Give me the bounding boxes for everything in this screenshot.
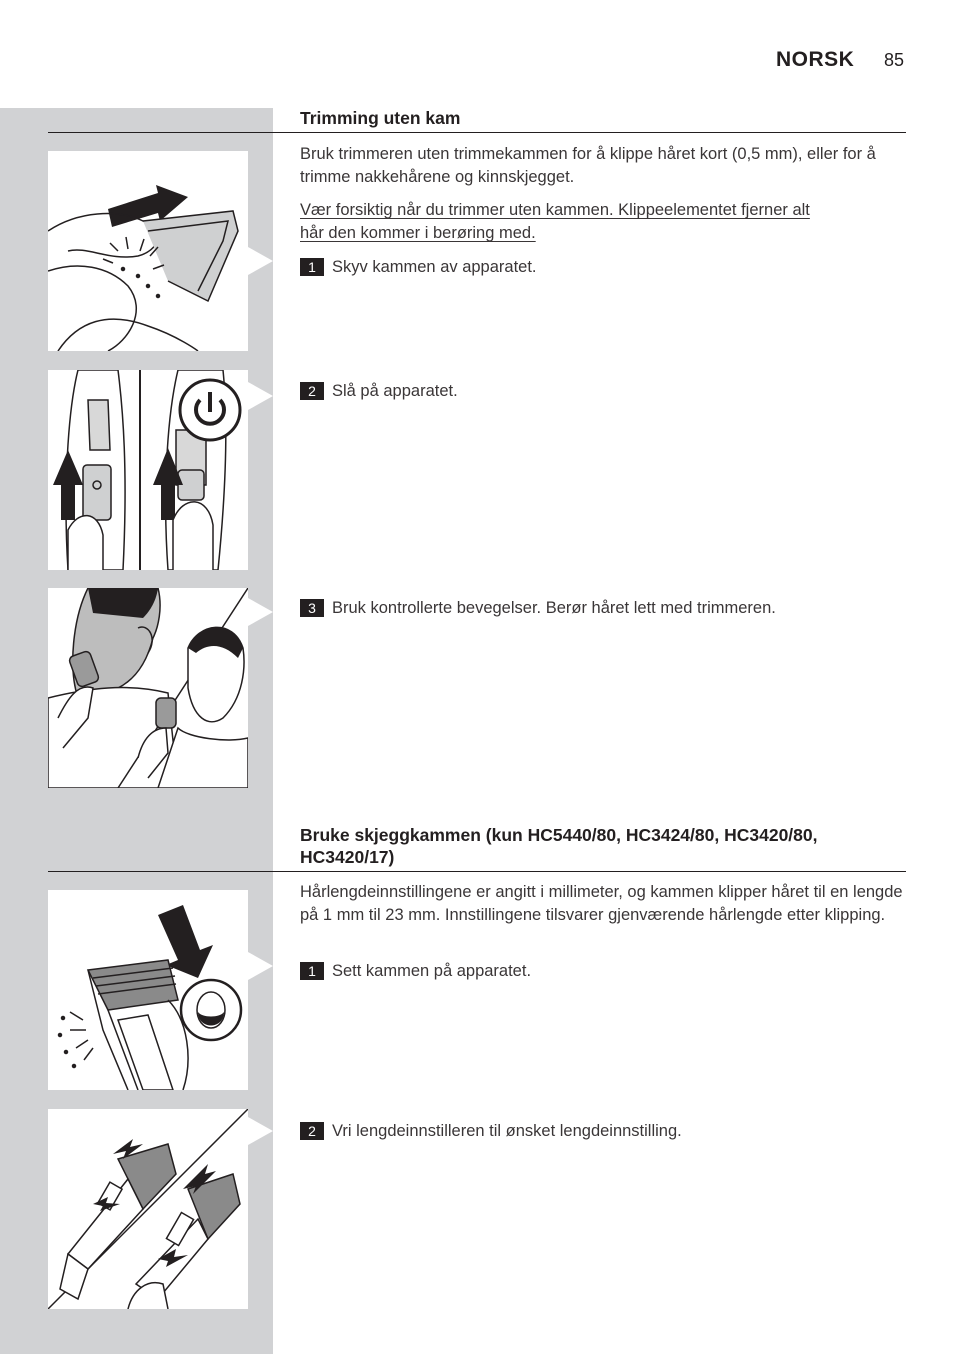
step-item xyxy=(300,257,537,277)
section-title-trimming: Trimming uten kam xyxy=(300,108,461,128)
section-intro: Bruk trimmeren uten trimmekammen for å klippe håret kort (0,5 mm), eller for å trimme nakkehårene og kinnskjegget. xyxy=(300,145,876,186)
step-text: Sett kammen på apparatet. xyxy=(332,962,532,980)
illustration-pointer xyxy=(248,382,273,410)
step-number: 2 xyxy=(300,1122,324,1140)
warning-line-2: hår den kommer i berøring med. xyxy=(300,224,536,242)
section-title-beard-comb: Bruke skjeggkammen (kun HC5440/80, HC3424/80, HC3420/80, HC3420/17) xyxy=(300,825,818,867)
illustration-remove-comb xyxy=(48,151,248,351)
illustration-pointer xyxy=(248,247,273,275)
illustration-adjust-length xyxy=(48,1109,248,1309)
warning-text xyxy=(300,199,905,245)
section-rule xyxy=(48,871,906,872)
step-item xyxy=(300,1121,682,1141)
illustration-pointer xyxy=(248,1117,273,1145)
step-text: Skyv kammen av apparatet. xyxy=(332,258,537,276)
warning-line-1: Vær forsiktig når du trimmer uten kammen. Klippeelementet fjerner alt xyxy=(300,201,810,219)
illustration-trimming-motion xyxy=(48,588,248,788)
step-number: 1 xyxy=(300,258,324,276)
illustration-switch-on xyxy=(48,370,248,570)
illustration-attach-comb xyxy=(48,890,248,1090)
step-item xyxy=(300,598,776,618)
step-number: 3 xyxy=(300,599,324,617)
step-number: 1 xyxy=(300,962,324,980)
step-text: Vri lengdeinnstilleren til ønsket lengdeinnstilling. xyxy=(332,1122,682,1140)
section-rule xyxy=(48,132,906,133)
step-text: Slå på apparatet. xyxy=(332,382,458,400)
illustration-pointer xyxy=(248,952,273,980)
page-number: 85 xyxy=(884,50,905,70)
step-number: 2 xyxy=(300,382,324,400)
section-intro: Hårlengdeinnstillingene er angitt i millimeter, og kammen klipper håret til en lengde på 1 mm til 23 mm. Innstillingene tilsvarer gjenværende hårlengde etter klipping. xyxy=(300,883,903,924)
step-item xyxy=(300,961,531,981)
step-text: Bruk kontrollerte bevegelser. Berør håret lett med trimmeren. xyxy=(332,599,776,617)
illustration-pointer xyxy=(248,598,273,626)
language-label: NORSK xyxy=(776,48,855,71)
step-item xyxy=(300,381,458,401)
